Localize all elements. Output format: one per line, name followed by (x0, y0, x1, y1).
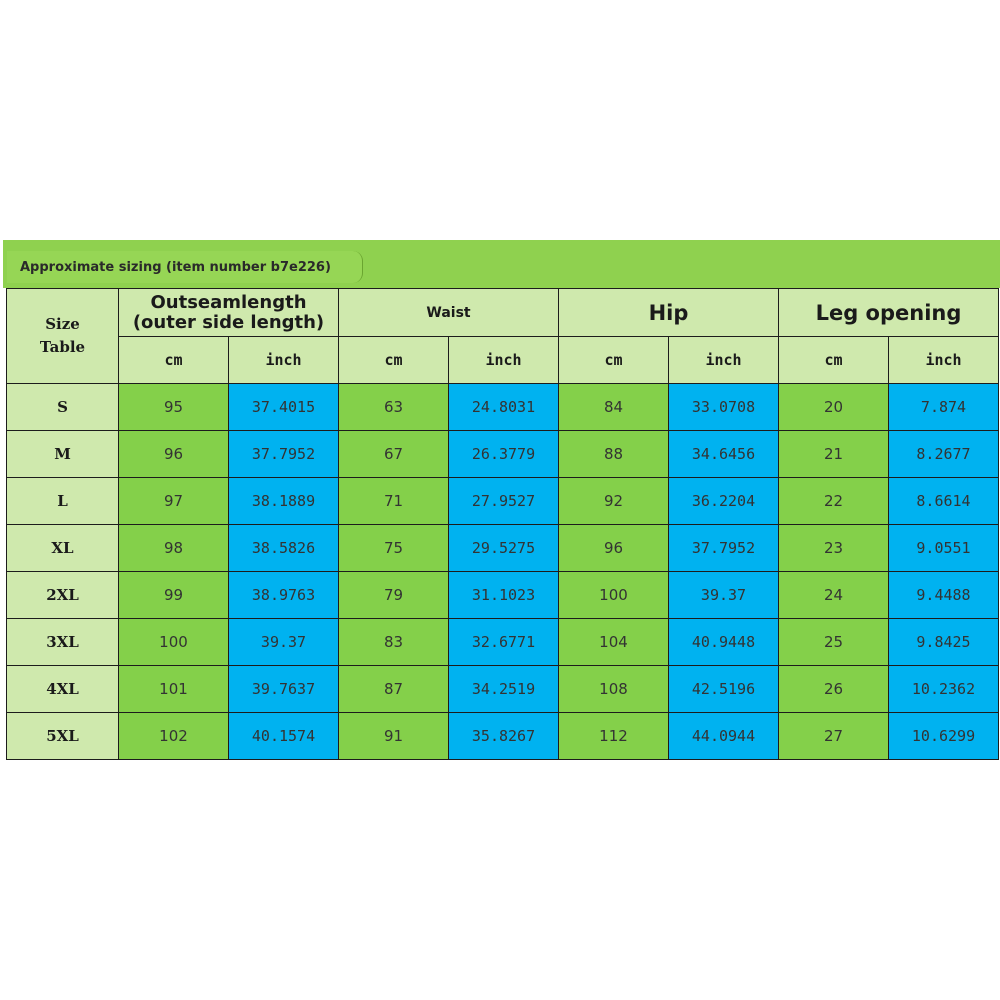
inch-value-cell: 32.6771 (449, 619, 559, 666)
inch-value-cell: 9.0551 (889, 525, 999, 572)
unit-header: cm (339, 337, 449, 384)
cm-value-cell: 98 (119, 525, 229, 572)
inch-value-cell: 9.4488 (889, 572, 999, 619)
cm-value-cell: 95 (119, 384, 229, 431)
inch-value-cell: 7.874 (889, 384, 999, 431)
cm-value-cell: 91 (339, 713, 449, 760)
table-row (7, 713, 999, 760)
cm-value-cell: 67 (339, 431, 449, 478)
size-label: 3XL (7, 619, 119, 666)
size-label: 5XL (7, 713, 119, 760)
inch-value-cell: 37.7952 (229, 431, 339, 478)
cm-value-cell: 88 (559, 431, 669, 478)
unit-header-row (7, 337, 999, 384)
unit-header: cm (779, 337, 889, 384)
inch-value-cell: 35.8267 (449, 713, 559, 760)
table-row (7, 478, 999, 525)
unit-header: inch (889, 337, 999, 384)
leg-opening-header: Leg opening (779, 289, 999, 337)
cm-value-cell: 101 (119, 666, 229, 713)
cm-value-cell: 63 (339, 384, 449, 431)
hip-header: Hip (559, 289, 779, 337)
size-label: 4XL (7, 666, 119, 713)
inch-value-cell: 39.37 (229, 619, 339, 666)
inch-value-cell: 44.0944 (669, 713, 779, 760)
size-chart-sheet (3, 240, 1000, 761)
cm-value-cell: 100 (119, 619, 229, 666)
cm-value-cell: 20 (779, 384, 889, 431)
inch-value-cell: 37.4015 (229, 384, 339, 431)
inch-value-cell: 10.2362 (889, 666, 999, 713)
cm-value-cell: 22 (779, 478, 889, 525)
inch-value-cell: 42.5196 (669, 666, 779, 713)
inch-value-cell: 39.7637 (229, 666, 339, 713)
unit-header: cm (119, 337, 229, 384)
table-row (7, 384, 999, 431)
cm-value-cell: 100 (559, 572, 669, 619)
group-header-row (7, 289, 999, 337)
cm-value-cell: 92 (559, 478, 669, 525)
cm-value-cell: 97 (119, 478, 229, 525)
cm-value-cell: 27 (779, 713, 889, 760)
table-row (7, 525, 999, 572)
inch-value-cell: 9.8425 (889, 619, 999, 666)
size-label: L (7, 478, 119, 525)
cm-value-cell: 104 (559, 619, 669, 666)
cm-value-cell: 21 (779, 431, 889, 478)
inch-value-cell: 10.6299 (889, 713, 999, 760)
inch-value-cell: 38.9763 (229, 572, 339, 619)
table-row (7, 619, 999, 666)
inch-value-cell: 8.6614 (889, 478, 999, 525)
inch-value-cell: 26.3779 (449, 431, 559, 478)
table-row (7, 431, 999, 478)
outseam-length-header: Outseamlength (outer side length) (119, 289, 339, 337)
inch-value-cell: 31.1023 (449, 572, 559, 619)
cm-value-cell: 26 (779, 666, 889, 713)
inch-value-cell: 8.2677 (889, 431, 999, 478)
cm-value-cell: 87 (339, 666, 449, 713)
inch-value-cell: 24.8031 (449, 384, 559, 431)
inch-value-cell: 36.2204 (669, 478, 779, 525)
inch-value-cell: 29.5275 (449, 525, 559, 572)
cm-value-cell: 96 (119, 431, 229, 478)
inch-value-cell: 27.9527 (449, 478, 559, 525)
cm-value-cell: 75 (339, 525, 449, 572)
cm-value-cell: 108 (559, 666, 669, 713)
cm-value-cell: 24 (779, 572, 889, 619)
unit-header: inch (669, 337, 779, 384)
table-row (7, 666, 999, 713)
cm-value-cell: 79 (339, 572, 449, 619)
size-table (6, 288, 999, 760)
cm-value-cell: 99 (119, 572, 229, 619)
inch-value-cell: 40.1574 (229, 713, 339, 760)
cm-value-cell: 23 (779, 525, 889, 572)
inch-value-cell: 37.7952 (669, 525, 779, 572)
inch-value-cell: 34.2519 (449, 666, 559, 713)
banner-title: Approximate sizing (item number b7e226) (7, 251, 363, 283)
cm-value-cell: 25 (779, 619, 889, 666)
unit-header: cm (559, 337, 669, 384)
size-label: XL (7, 525, 119, 572)
inch-value-cell: 38.5826 (229, 525, 339, 572)
waist-header: Waist (339, 289, 559, 337)
cm-value-cell: 84 (559, 384, 669, 431)
unit-header: inch (229, 337, 339, 384)
title-banner (3, 240, 1000, 288)
unit-header: inch (449, 337, 559, 384)
cm-value-cell: 112 (559, 713, 669, 760)
cm-value-cell: 102 (119, 713, 229, 760)
inch-value-cell: 40.9448 (669, 619, 779, 666)
cm-value-cell: 71 (339, 478, 449, 525)
cm-value-cell: 96 (559, 525, 669, 572)
inch-value-cell: 33.0708 (669, 384, 779, 431)
size-table-header: Size Table (7, 289, 119, 384)
size-label: M (7, 431, 119, 478)
inch-value-cell: 34.6456 (669, 431, 779, 478)
inch-value-cell: 38.1889 (229, 478, 339, 525)
size-label: S (7, 384, 119, 431)
inch-value-cell: 39.37 (669, 572, 779, 619)
cm-value-cell: 83 (339, 619, 449, 666)
table-row (7, 572, 999, 619)
size-label: 2XL (7, 572, 119, 619)
